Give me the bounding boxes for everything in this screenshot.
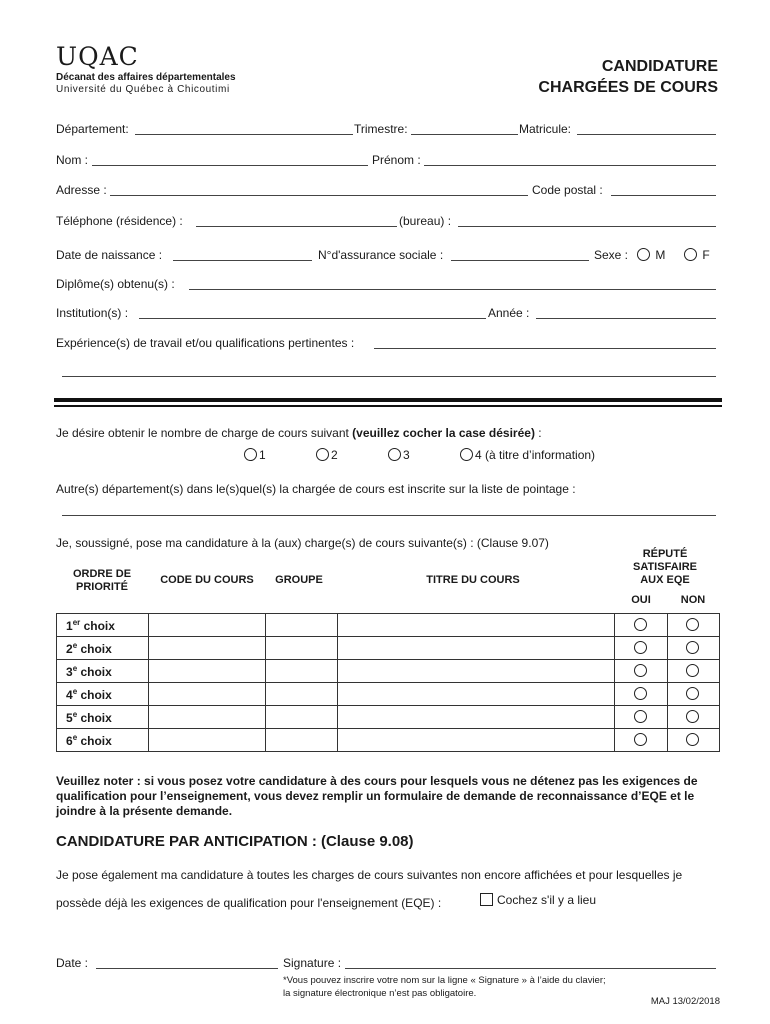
eqe-non-radio[interactable] xyxy=(686,710,699,723)
eqe-oui-cell xyxy=(615,614,668,637)
trimestre-label: Trimestre: xyxy=(354,122,408,136)
experience-field-2[interactable] xyxy=(62,376,716,377)
groupe-cell[interactable] xyxy=(266,660,338,683)
section-divider xyxy=(54,398,722,402)
form-title-line1: CANDIDATURE xyxy=(601,58,718,75)
code-cours-cell[interactable] xyxy=(149,683,266,706)
nom-field[interactable] xyxy=(92,165,368,166)
charges-intro-end: : xyxy=(534,426,542,440)
form-title-line2: CHARGÉES DE COURS xyxy=(538,79,718,96)
eqe-non-radio[interactable] xyxy=(686,641,699,654)
anticipation-checkbox-text: Cochez s'il y a lieu xyxy=(497,893,596,907)
eqe-note: Veuillez noter : si vous posez votre candidature à des cours pour lesquels vous ne détenez pas les exigences de qualification pour l’enseignement, vous devez remplir un formulaire de demande de reconnaissance d’EQE et le joindre à la présente demande. xyxy=(56,774,698,818)
eqe-oui-cell xyxy=(615,729,668,752)
table-row xyxy=(57,660,720,683)
code-cours-cell[interactable] xyxy=(149,729,266,752)
experience-label: Expérience(s) de travail et/ou qualifications pertinentes : xyxy=(56,336,355,350)
charges-option-1[interactable] xyxy=(244,448,266,462)
eqe-oui-radio[interactable] xyxy=(634,664,647,677)
revision-date: MAJ 13/02/2018 xyxy=(650,996,720,1007)
eqe-oui-radio[interactable] xyxy=(634,618,647,631)
titre-cours-cell[interactable] xyxy=(338,729,615,752)
telephone-label: Téléphone (résidence) : xyxy=(56,214,183,228)
choice-suffix: e xyxy=(72,732,78,742)
choice-number: 6 xyxy=(66,733,73,748)
table-row xyxy=(57,683,720,706)
eqe-non-cell xyxy=(668,614,720,637)
annee-label: Année : xyxy=(488,306,530,320)
anticipation-checkbox-option[interactable] xyxy=(480,893,596,907)
titre-cours-cell[interactable] xyxy=(338,614,615,637)
experience-field[interactable] xyxy=(374,348,716,349)
charges-radio-3[interactable] xyxy=(388,448,401,461)
eqe-oui-cell xyxy=(615,637,668,660)
choice-label xyxy=(57,683,149,706)
choice-number: 4 xyxy=(66,687,73,702)
sexe-label: Sexe : xyxy=(594,248,629,262)
sexe-f-text: F xyxy=(702,248,710,262)
telephone-field[interactable] xyxy=(196,226,397,227)
choice-label xyxy=(57,637,149,660)
groupe-cell[interactable] xyxy=(266,729,338,752)
table-row xyxy=(57,729,720,752)
choice-text: choix xyxy=(77,733,112,748)
adresse-field[interactable] xyxy=(110,195,528,196)
anticipation-title: CANDIDATURE PAR ANTICIPATION : (Clause 9.08) xyxy=(56,833,414,850)
charges-intro-text: Je désire obtenir le nombre de charge de cours suivant xyxy=(56,426,353,440)
code-cours-cell[interactable] xyxy=(149,637,266,660)
choice-text: choix xyxy=(77,664,112,679)
eqe-oui-cell xyxy=(615,683,668,706)
annee-field[interactable] xyxy=(536,318,716,319)
bureau-field[interactable] xyxy=(458,226,716,227)
decanat-label: Décanat des affaires départementales xyxy=(56,72,236,83)
adresse-label: Adresse : xyxy=(56,183,107,197)
choice-number: 3 xyxy=(66,664,73,679)
nas-field[interactable] xyxy=(451,260,589,261)
choice-number: 1 xyxy=(66,618,73,633)
diplomes-field[interactable] xyxy=(189,289,716,290)
eqe-non-radio[interactable] xyxy=(686,733,699,746)
eqe-oui-radio[interactable] xyxy=(634,710,647,723)
sexe-f-radio[interactable] xyxy=(684,248,697,261)
choice-text: choix xyxy=(77,687,112,702)
charges-option-4[interactable] xyxy=(460,448,595,462)
eqe-non-cell xyxy=(668,683,720,706)
choice-label xyxy=(57,614,149,637)
choice-label xyxy=(57,660,149,683)
eqe-non-radio[interactable] xyxy=(686,664,699,677)
anticipation-line2: possède déjà les exigences de qualification pour l'enseignement (EQE) : xyxy=(56,896,442,910)
groupe-cell[interactable] xyxy=(266,614,338,637)
code-postal-label: Code postal : xyxy=(532,183,603,197)
uqac-logo: UQAC xyxy=(56,42,139,71)
university-label: Université du Québec à Chicoutimi xyxy=(56,84,230,95)
choice-number: 2 xyxy=(66,641,73,656)
table-row xyxy=(57,637,720,660)
choice-suffix: e xyxy=(72,640,78,650)
matricule-field[interactable] xyxy=(577,134,716,135)
bureau-label: (bureau) : xyxy=(399,214,452,228)
charges-option-1-text: 1 xyxy=(259,448,266,462)
signature-label: Signature : xyxy=(283,956,342,970)
charges-option-4-text: 4 (à titre d’information) xyxy=(475,448,596,462)
choice-suffix: e xyxy=(72,686,78,696)
date-field[interactable] xyxy=(96,968,278,969)
groupe-cell[interactable] xyxy=(266,706,338,729)
institutions-field[interactable] xyxy=(139,318,486,319)
sexe-m-option[interactable] xyxy=(637,248,665,262)
eqe-non-cell xyxy=(668,729,720,752)
eqe-oui-radio[interactable] xyxy=(634,687,647,700)
table-row xyxy=(57,614,720,637)
signature-note-2: la signature électronique n’est pas obligatoire. xyxy=(283,988,477,999)
matricule-label: Matricule: xyxy=(519,122,572,136)
nas-label: N°d'assurance sociale : xyxy=(318,248,444,262)
eqe-non-cell xyxy=(668,706,720,729)
autres-departements-field[interactable] xyxy=(62,515,716,516)
choice-number: 5 xyxy=(66,710,73,725)
col-ordre-header: ORDRE DE PRIORITÉ xyxy=(72,568,132,593)
groupe-cell[interactable] xyxy=(266,637,338,660)
signature-note-1: *Vous pouvez inscrire votre nom sur la ligne « Signature » à l’aide du clavier; xyxy=(283,975,606,986)
charges-option-3-text: 3 xyxy=(403,448,410,462)
titre-cours-cell[interactable] xyxy=(338,706,615,729)
date-naissance-label: Date de naissance : xyxy=(56,248,163,262)
titre-cours-cell[interactable] xyxy=(338,683,615,706)
charges-radio-4[interactable] xyxy=(460,448,473,461)
code-cours-cell[interactable] xyxy=(149,706,266,729)
eqe-non-cell xyxy=(668,637,720,660)
code-cours-cell[interactable] xyxy=(149,614,266,637)
anticipation-line1: Je pose également ma candidature à toutes les charges de cours suivantes non encore affichées et pour lesquelles je xyxy=(56,868,683,882)
col-code-header: CODE DU COURS xyxy=(160,574,254,586)
code-cours-cell[interactable] xyxy=(149,660,266,683)
groupe-cell[interactable] xyxy=(266,683,338,706)
departement-label: Département: xyxy=(56,122,129,136)
col-non-header: NON xyxy=(680,594,706,606)
eqe-oui-cell xyxy=(615,660,668,683)
titre-cours-cell[interactable] xyxy=(338,660,615,683)
autres-departements-label: Autre(s) département(s) dans le(s)quel(s) la chargée de cours est inscrite sur la liste de pointage : xyxy=(56,482,576,496)
anticipation-checkbox[interactable] xyxy=(480,893,493,906)
eqe-oui-radio[interactable] xyxy=(634,641,647,654)
choice-label xyxy=(57,706,149,729)
eqe-non-radio[interactable] xyxy=(686,687,699,700)
prenom-label: Prénom : xyxy=(372,153,421,167)
departement-field[interactable] xyxy=(135,134,353,135)
charges-option-2[interactable] xyxy=(316,448,338,462)
choices-table xyxy=(56,613,720,752)
col-oui-header: OUI xyxy=(631,594,651,606)
code-postal-field[interactable] xyxy=(611,195,716,196)
sexe-m-radio[interactable] xyxy=(637,248,650,261)
titre-cours-cell[interactable] xyxy=(338,637,615,660)
eqe-oui-cell xyxy=(615,706,668,729)
charges-option-2-text: 2 xyxy=(331,448,338,462)
table-intro: Je, soussigné, pose ma candidature à la (aux) charge(s) de cours suivante(s) : (Clause 9.07) xyxy=(56,536,549,550)
charges-option-3[interactable] xyxy=(388,448,410,462)
choice-suffix: er xyxy=(72,617,81,627)
date-label: Date : xyxy=(56,956,89,970)
diplomes-label: Diplôme(s) obtenu(s) : xyxy=(56,277,175,291)
signature-field[interactable] xyxy=(345,968,716,969)
sexe-f-option[interactable] xyxy=(684,248,710,262)
eqe-non-radio[interactable] xyxy=(686,618,699,631)
choice-label xyxy=(57,729,149,752)
nom-label: Nom : xyxy=(56,153,89,167)
choice-suffix: e xyxy=(72,663,78,673)
charges-radio-2[interactable] xyxy=(316,448,329,461)
prenom-field[interactable] xyxy=(424,165,716,166)
eqe-oui-radio[interactable] xyxy=(634,733,647,746)
table-row xyxy=(57,706,720,729)
col-titre-header: TITRE DU COURS xyxy=(426,574,520,586)
eqe-non-cell xyxy=(668,660,720,683)
col-repute-header: RÉPUTÉ SATISFAIRE AUX EQE xyxy=(633,548,697,586)
choice-text: choix xyxy=(77,710,112,725)
trimestre-field[interactable] xyxy=(411,134,518,135)
choice-suffix: e xyxy=(72,709,78,719)
charges-intro xyxy=(56,426,542,440)
choice-text: choix xyxy=(77,641,112,656)
section-divider-2 xyxy=(54,405,722,407)
institutions-label: Institution(s) : xyxy=(56,306,129,320)
col-groupe-header: GROUPE xyxy=(275,574,323,586)
choice-text: choix xyxy=(80,618,115,633)
sexe-m-text: M xyxy=(655,248,666,262)
charges-intro-bold: (veuillez cocher la case désirée) xyxy=(352,426,535,440)
date-naissance-field[interactable] xyxy=(173,260,312,261)
charges-radio-1[interactable] xyxy=(244,448,257,461)
